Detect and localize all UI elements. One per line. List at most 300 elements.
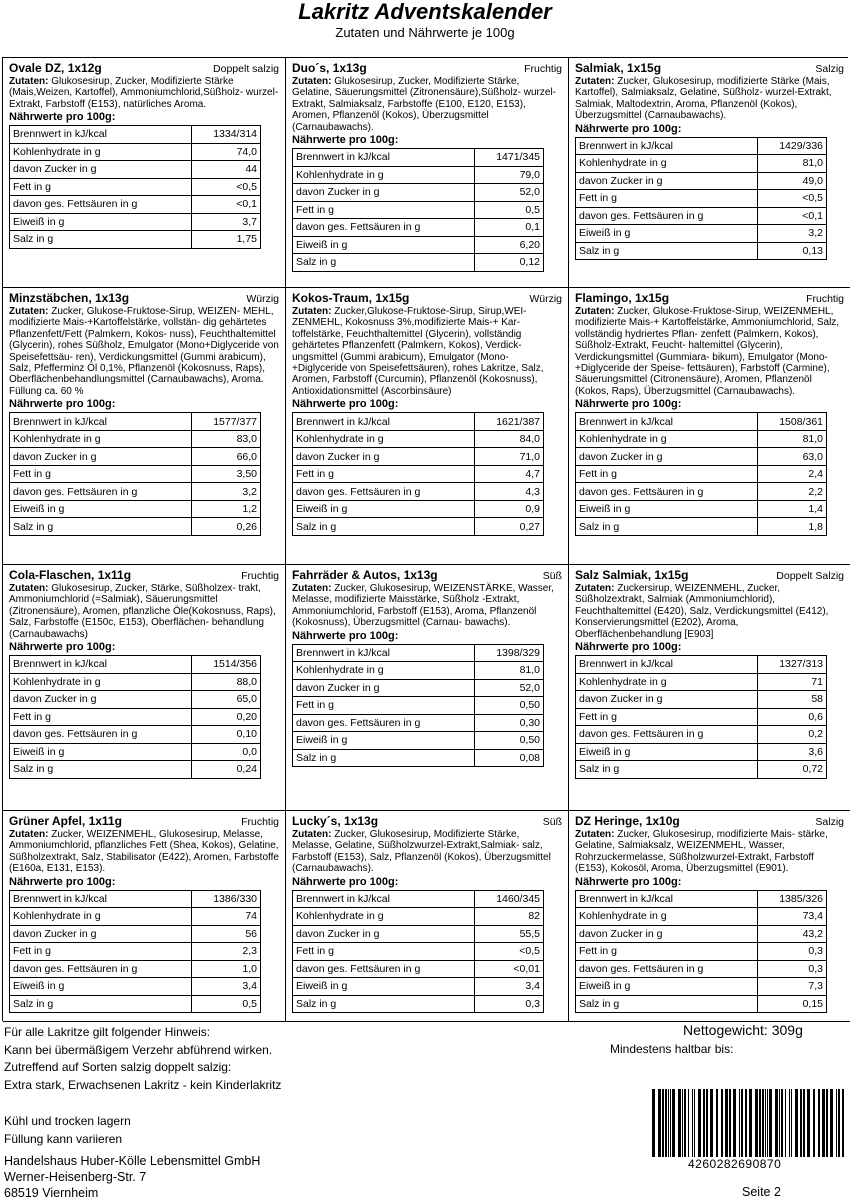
nutrition-row xyxy=(576,465,827,483)
nutrition-value: 1471/345 xyxy=(475,149,544,167)
nutrition-value: 3,7 xyxy=(192,213,261,231)
nutrition-label: Fett in g xyxy=(576,190,758,208)
nutrition-row xyxy=(10,448,261,466)
nutrition-label: Salz in g xyxy=(576,242,758,260)
nutrition-value: 0,3 xyxy=(475,995,544,1013)
nutrition-row xyxy=(293,978,544,996)
nutrition-row xyxy=(10,691,261,709)
nutrition-table xyxy=(575,890,827,1014)
product-cell xyxy=(3,565,286,811)
nutrition-row xyxy=(10,430,261,448)
company-street: Werner-Heisenberg-Str. 7 xyxy=(4,1170,147,1184)
note-line: Kann bei übermäßigem Verzehr abführend wirken. xyxy=(4,1042,273,1057)
nutrition-row xyxy=(576,943,827,961)
nutrition-row xyxy=(293,679,544,697)
note-line: Für alle Lakritze gilt folgender Hinweis: xyxy=(4,1025,211,1039)
page-subtitle: Zutaten und Nährwerte je 100g xyxy=(335,25,515,40)
nutrition-label: Fett in g xyxy=(293,201,475,219)
nutrition-row xyxy=(576,483,827,501)
nutrition-value: 4,7 xyxy=(475,465,544,483)
ingredients xyxy=(292,829,562,875)
nutrition-label: Fett in g xyxy=(293,943,475,961)
nutrition-label: davon Zucker in g xyxy=(576,925,758,943)
ean-number: 4260282690870 xyxy=(688,1157,782,1171)
nutrition-label: Fett in g xyxy=(10,465,192,483)
nutrition-row xyxy=(10,196,261,214)
nutrition-row xyxy=(576,726,827,744)
nutrition-table xyxy=(292,148,544,272)
ingredients-text: Zuckersirup, WEIZENMEHL, Zucker, Süßholzextrakt, Salmiak (Ammoniumchlorid), Feuchthaltemittel (E420), Salz, Verdickungsmittel (E412), Konservierungsmittel (E202), Aroma, Oberflächenbehandlung [E903] xyxy=(575,583,829,640)
footer-notes xyxy=(4,1024,281,1148)
nutrition-value: 0,3 xyxy=(758,960,827,978)
nutrition-row xyxy=(10,890,261,908)
nutrition-row xyxy=(576,673,827,691)
ingredients-label: Zutaten: xyxy=(292,306,332,317)
nutrition-value: 1,4 xyxy=(758,500,827,518)
nutrition-label: davon Zucker in g xyxy=(293,184,475,202)
nutrition-value: 81,0 xyxy=(758,155,827,173)
nutrition-table xyxy=(575,137,827,261)
ingredients-label: Zutaten: xyxy=(575,306,615,317)
nutrition-title: Nährwerte pro 100g: xyxy=(9,641,116,654)
nutrition-row xyxy=(293,644,544,662)
nutrition-row xyxy=(10,656,261,674)
nutrition-row xyxy=(293,219,544,237)
nutrition-value: 55,5 xyxy=(475,925,544,943)
product-name: Salmiak, 1x15g xyxy=(575,61,662,75)
nutrition-label: Brennwert in kJ/kcal xyxy=(10,126,192,144)
nutrition-label: davon ges. Fettsäuren in g xyxy=(293,960,475,978)
nutrition-title: Nährwerte pro 100g: xyxy=(9,111,116,124)
nutrition-value: 0,12 xyxy=(475,254,544,272)
product-grid xyxy=(2,57,848,1021)
nutrition-value: 1,75 xyxy=(192,231,261,249)
nutrition-table xyxy=(9,412,261,536)
nutrition-value: 1514/356 xyxy=(192,656,261,674)
nutrition-row xyxy=(576,518,827,536)
nutrition-label: Brennwert in kJ/kcal xyxy=(10,413,192,431)
nutrition-value: <0,1 xyxy=(192,196,261,214)
nutrition-label: Eiweiß in g xyxy=(10,743,192,761)
nutrition-value: 0,1 xyxy=(475,219,544,237)
nutrition-value: 74,0 xyxy=(192,143,261,161)
nutrition-label: davon ges. Fettsäuren in g xyxy=(10,483,192,501)
product-header xyxy=(575,568,844,582)
product-cell xyxy=(569,288,850,565)
nutrition-row xyxy=(293,500,544,518)
ingredients-label: Zutaten: xyxy=(292,829,332,840)
ingredients xyxy=(292,306,562,397)
nutrition-title: Nährwerte pro 100g: xyxy=(292,629,399,642)
nutrition-label: Fett in g xyxy=(10,178,192,196)
ingredients-text: Zucker, Glukosesirup, Modifizierte Stärke, Melasse, Gelatine, Süßholzwurzel-Extrakt,Salmiak- salz, Farbstoff (E153), Salz, Pflanzenöl (Kokos), Überzugsmittel (Carnaubawachs). xyxy=(292,829,551,875)
nutrition-row xyxy=(293,430,544,448)
nutrition-row xyxy=(10,673,261,691)
ingredients-label: Zutaten: xyxy=(9,583,49,594)
nutrition-value: 71 xyxy=(758,673,827,691)
nutrition-label: davon ges. Fettsäuren in g xyxy=(293,219,475,237)
nutrition-label: Salz in g xyxy=(10,761,192,779)
nutrition-value: 81,0 xyxy=(758,430,827,448)
nutrition-value: 1,2 xyxy=(192,500,261,518)
nutrition-value: 56 xyxy=(192,925,261,943)
nutrition-row xyxy=(10,943,261,961)
nutrition-row xyxy=(293,254,544,272)
ingredients-text: Zucker, Glukosesirup, modifizierte Mais- stärke, Gelatine, Salmiaksalz, WEIZENMEHL, Wasser, Rohrzuckermelasse, Süßholzwurzel-Extrakt, Farbstoff (E153), Kokosöl, Aroma, Überzugsmittel (E901). xyxy=(575,829,828,875)
nutrition-value: 2,2 xyxy=(758,483,827,501)
barcode-icon xyxy=(652,1089,848,1157)
nutrition-value: 3,50 xyxy=(192,465,261,483)
product-cell xyxy=(286,811,569,1022)
company-address xyxy=(4,1153,260,1201)
storage-line: Füllung kann variieren xyxy=(4,1131,123,1146)
nutrition-row xyxy=(576,500,827,518)
nutrition-row xyxy=(10,143,261,161)
nutrition-row xyxy=(576,708,827,726)
nutrition-value: <0,1 xyxy=(758,207,827,225)
product-name: Ovale DZ, 1x12g xyxy=(9,61,102,75)
nutrition-label: davon ges. Fettsäuren in g xyxy=(576,483,758,501)
nutrition-label: Brennwert in kJ/kcal xyxy=(293,413,475,431)
nutrition-value: 84,0 xyxy=(475,430,544,448)
nutrition-value: 3,4 xyxy=(192,978,261,996)
ingredients-label: Zutaten: xyxy=(575,829,615,840)
nutrition-value: 1,0 xyxy=(192,960,261,978)
nutrition-label: davon Zucker in g xyxy=(10,161,192,179)
nutrition-row xyxy=(576,978,827,996)
nutrition-value: 1,8 xyxy=(758,518,827,536)
nutrition-value: 0,26 xyxy=(192,518,261,536)
ingredients xyxy=(575,829,844,875)
nutrition-row xyxy=(10,126,261,144)
nutrition-value: 0,72 xyxy=(758,761,827,779)
nutrition-row xyxy=(10,465,261,483)
nutrition-label: Fett in g xyxy=(576,943,758,961)
nutrition-title: Nährwerte pro 100g: xyxy=(575,398,682,411)
nutrition-value: 1334/314 xyxy=(192,126,261,144)
nutrition-label: Kohlenhydrate in g xyxy=(293,908,475,926)
nutrition-row xyxy=(10,978,261,996)
product-taste: Doppelt Salzig xyxy=(776,570,844,582)
nutrition-value: 7,3 xyxy=(758,978,827,996)
ingredients-text: Zucker,Glukose-Fruktose-Sirup, Sirup,WEI- ZENMEHL, Kokosnuss 3%,modifizierte Mais-+ Kar- toffelstärke, Feuchthaltemittel (Glycerin), vollständig gehärtetes Pflanzenfett (Palmkern, Kokos), Verdick- ungsmittel (Gummi arabicum), Emulgator (Mono- +Diglyceride von Speisefettsäuren), rohes Lakritze, Salz, Aromen, Farbstoff (Curcumin), Pflanzenöl (Kokosnuss), Antioxidationsmittel (Ascorbinsäure) xyxy=(292,306,544,397)
nutrition-value: 1386/330 xyxy=(192,890,261,908)
nutrition-label: Brennwert in kJ/kcal xyxy=(576,656,758,674)
nutrition-value: 66,0 xyxy=(192,448,261,466)
product-header xyxy=(575,61,844,75)
nutrition-label: Salz in g xyxy=(293,518,475,536)
nutrition-row xyxy=(576,190,827,208)
nutrition-title: Nährwerte pro 100g: xyxy=(9,398,116,411)
nutrition-label: davon ges. Fettsäuren in g xyxy=(576,726,758,744)
product-taste: Süß xyxy=(542,816,562,828)
net-weight: Nettogewicht: 309g xyxy=(683,1022,803,1038)
nutrition-row xyxy=(293,749,544,767)
ingredients-label: Zutaten: xyxy=(9,829,49,840)
nutrition-value: 0,50 xyxy=(475,697,544,715)
ingredients-label: Zutaten: xyxy=(9,306,49,317)
nutrition-title: Nährwerte pro 100g: xyxy=(9,875,116,888)
nutrition-row xyxy=(576,413,827,431)
nutrition-label: Eiweiß in g xyxy=(10,978,192,996)
nutrition-row xyxy=(293,960,544,978)
nutrition-row xyxy=(293,201,544,219)
nutrition-row xyxy=(10,178,261,196)
nutrition-label: Salz in g xyxy=(293,995,475,1013)
nutrition-row xyxy=(293,995,544,1013)
nutrition-row xyxy=(576,430,827,448)
product-cell xyxy=(569,565,850,811)
nutrition-row xyxy=(293,149,544,167)
product-name: DZ Heringe, 1x10g xyxy=(575,814,680,828)
nutrition-label: davon ges. Fettsäuren in g xyxy=(10,960,192,978)
product-taste: Würzig xyxy=(246,293,279,305)
nutrition-row xyxy=(293,236,544,254)
nutrition-value: 2,4 xyxy=(758,465,827,483)
product-taste: Salzig xyxy=(815,63,844,75)
nutrition-value: 1398/329 xyxy=(475,644,544,662)
nutrition-row xyxy=(293,943,544,961)
nutrition-row xyxy=(10,483,261,501)
nutrition-value: 74 xyxy=(192,908,261,926)
ingredients-text: Zucker, WEIZENMEHL, Glukosesirup, Melasse, Ammoniumchlorid, pflanzliches Fett (Shea, Kokos), Gelatine, Süßholzextrakt, Salz, Stabilisator (E422), Aromen, Farbstoffe (E160a, E131, E153). xyxy=(9,829,279,875)
nutrition-value: 0,50 xyxy=(475,732,544,750)
nutrition-label: Eiweiß in g xyxy=(293,732,475,750)
nutrition-value: 1577/377 xyxy=(192,413,261,431)
nutrition-row xyxy=(10,908,261,926)
nutrition-value: 0,9 xyxy=(475,500,544,518)
nutrition-row xyxy=(10,960,261,978)
nutrition-label: Fett in g xyxy=(293,465,475,483)
nutrition-row xyxy=(10,743,261,761)
nutrition-value: 0,24 xyxy=(192,761,261,779)
nutrition-row xyxy=(10,413,261,431)
product-taste: Fruchtig xyxy=(241,570,279,582)
product-header xyxy=(292,568,562,582)
note-line: Zutreffend auf Sorten salzig doppelt salzig: xyxy=(4,1060,232,1074)
nutrition-label: Eiweiß in g xyxy=(576,743,758,761)
product-cell xyxy=(286,288,569,565)
nutrition-label: Brennwert in kJ/kcal xyxy=(10,890,192,908)
nutrition-label: Salz in g xyxy=(10,518,192,536)
nutrition-value: 0,5 xyxy=(475,201,544,219)
nutrition-label: davon Zucker in g xyxy=(576,448,758,466)
ingredients-text: Zucker, Glukosesirup, WEIZENSTÄRKE, Wasser, Melasse, modifizierte Maisstärke, Süßholz -Extrakt, Ammoniumchlorid, Farbstoff (E153), Aroma, Pflanzenöl (Kokosnuss), Überzugsmittel (Carnau- bawachs). xyxy=(292,583,554,629)
ingredients xyxy=(9,829,279,875)
product-taste: Süß xyxy=(542,570,562,582)
nutrition-label: Kohlenhydrate in g xyxy=(576,430,758,448)
company-city: 68519 Viernheim xyxy=(4,1186,99,1200)
nutrition-row xyxy=(576,137,827,155)
product-cell xyxy=(569,58,850,288)
product-header xyxy=(575,814,844,828)
product-cell xyxy=(286,565,569,811)
nutrition-label: davon ges. Fettsäuren in g xyxy=(576,960,758,978)
nutrition-label: Kohlenhydrate in g xyxy=(10,430,192,448)
product-name: Duo´s, 1x13g xyxy=(292,61,367,75)
product-header xyxy=(575,291,844,305)
nutrition-row xyxy=(293,448,544,466)
nutrition-label: Eiweiß in g xyxy=(576,225,758,243)
nutrition-label: Brennwert in kJ/kcal xyxy=(293,644,475,662)
nutrition-value: 0,20 xyxy=(192,708,261,726)
product-taste: Doppelt salzig xyxy=(213,63,279,75)
nutrition-row xyxy=(576,242,827,260)
nutrition-label: Kohlenhydrate in g xyxy=(293,430,475,448)
nutrition-table xyxy=(292,890,544,1014)
nutrition-table xyxy=(575,655,827,779)
nutrition-value: 1508/361 xyxy=(758,413,827,431)
nutrition-label: davon ges. Fettsäuren in g xyxy=(576,207,758,225)
nutrition-label: Brennwert in kJ/kcal xyxy=(293,149,475,167)
nutrition-label: Fett in g xyxy=(10,943,192,961)
nutrition-label: Brennwert in kJ/kcal xyxy=(576,890,758,908)
product-header xyxy=(292,814,562,828)
nutrition-row xyxy=(293,732,544,750)
nutrition-title: Nährwerte pro 100g: xyxy=(292,134,399,147)
nutrition-value: 0,15 xyxy=(758,995,827,1013)
nutrition-row xyxy=(576,761,827,779)
nutrition-label: Kohlenhydrate in g xyxy=(293,166,475,184)
nutrition-value: 82 xyxy=(475,908,544,926)
nutrition-value: 1327/313 xyxy=(758,656,827,674)
product-header xyxy=(292,291,562,305)
product-name: Fahrräder & Autos, 1x13g xyxy=(292,568,438,582)
notes-spacer xyxy=(4,1094,281,1113)
ingredients xyxy=(292,583,562,629)
ingredients xyxy=(575,76,844,122)
ingredients-text: Glukosesirup, Zucker, Stärke, Süßholzex- trakt, Ammoniumchlorid (=Salmiak), Säuerungsmittel (Zitronensäure), Aromen, pflanzliche Öle(Kokosnuss, Raps), Salz, Farbstoffe (E150c, E153), Oberflächen- behandlung (Carnaubawachs) xyxy=(9,583,276,640)
nutrition-value: 52,0 xyxy=(475,184,544,202)
nutrition-label: Brennwert in kJ/kcal xyxy=(293,890,475,908)
nutrition-value: 0,5 xyxy=(192,995,261,1013)
nutrition-table xyxy=(9,125,261,249)
nutrition-label: Salz in g xyxy=(10,995,192,1013)
nutrition-value: 2,3 xyxy=(192,943,261,961)
nutrition-value: 58 xyxy=(758,691,827,709)
nutrition-row xyxy=(293,714,544,732)
nutrition-title: Nährwerte pro 100g: xyxy=(575,875,682,888)
page-number: Seite 2 xyxy=(742,1185,781,1199)
nutrition-label: Brennwert in kJ/kcal xyxy=(576,137,758,155)
nutrition-row xyxy=(293,184,544,202)
nutrition-row xyxy=(10,213,261,231)
nutrition-title: Nährwerte pro 100g: xyxy=(575,641,682,654)
product-cell xyxy=(3,811,286,1022)
product-name: Kokos-Traum, 1x15g xyxy=(292,291,410,305)
nutrition-value: 1621/387 xyxy=(475,413,544,431)
nutrition-value: 3,4 xyxy=(475,978,544,996)
nutrition-label: Fett in g xyxy=(576,708,758,726)
nutrition-value: 1385/326 xyxy=(758,890,827,908)
nutrition-row xyxy=(576,743,827,761)
nutrition-label: Kohlenhydrate in g xyxy=(10,908,192,926)
nutrition-row xyxy=(293,413,544,431)
product-header xyxy=(9,568,279,582)
nutrition-label: Kohlenhydrate in g xyxy=(10,143,192,161)
nutrition-label: Kohlenhydrate in g xyxy=(10,673,192,691)
nutrition-label: davon Zucker in g xyxy=(293,925,475,943)
product-header xyxy=(9,814,279,828)
nutrition-value: 0,27 xyxy=(475,518,544,536)
product-header xyxy=(292,61,562,75)
nutrition-row xyxy=(293,465,544,483)
nutrition-label: Eiweiß in g xyxy=(576,500,758,518)
ingredients xyxy=(9,306,279,397)
page-header xyxy=(0,0,850,41)
nutrition-value: 73,4 xyxy=(758,908,827,926)
nutrition-label: davon Zucker in g xyxy=(10,448,192,466)
nutrition-label: Kohlenhydrate in g xyxy=(576,908,758,926)
nutrition-label: davon ges. Fettsäuren in g xyxy=(293,714,475,732)
nutrition-row xyxy=(576,448,827,466)
nutrition-row xyxy=(293,166,544,184)
nutrition-value: 79,0 xyxy=(475,166,544,184)
nutrition-row xyxy=(10,995,261,1013)
nutrition-table xyxy=(9,655,261,779)
nutrition-table xyxy=(575,412,827,536)
nutrition-label: davon ges. Fettsäuren in g xyxy=(10,196,192,214)
nutrition-label: Eiweiß in g xyxy=(10,213,192,231)
nutrition-label: Salz in g xyxy=(10,231,192,249)
ingredients xyxy=(575,306,844,397)
nutrition-value: 3,2 xyxy=(758,225,827,243)
nutrition-row xyxy=(10,925,261,943)
nutrition-label: Brennwert in kJ/kcal xyxy=(10,656,192,674)
nutrition-title: Nährwerte pro 100g: xyxy=(292,398,399,411)
product-taste: Fruchtig xyxy=(524,63,562,75)
product-name: Minzstäbchen, 1x13g xyxy=(9,291,130,305)
nutrition-label: Eiweiß in g xyxy=(293,978,475,996)
nutrition-label: Eiweiß in g xyxy=(10,500,192,518)
nutrition-value: 81,0 xyxy=(475,662,544,680)
nutrition-row xyxy=(576,172,827,190)
nutrition-value: 1429/336 xyxy=(758,137,827,155)
best-before: Mindestens haltbar bis: xyxy=(610,1042,734,1056)
ingredients-text: Glukosesirup, Zucker, Modifizierte Stärke, Gelatine, Säuerungsmittel (Zitronensäure),Süßholz- wurzel-Extrakt, Salmiaksalz, Farbstoffe (E100, E120, E153), Aromen, Pflanzenöl (Kokos), Überzugsmittel (Carnaubawachs). xyxy=(292,76,556,133)
nutrition-title: Nährwerte pro 100g: xyxy=(575,122,682,135)
nutrition-value: 6,20 xyxy=(475,236,544,254)
nutrition-label: davon ges. Fettsäuren in g xyxy=(10,726,192,744)
nutrition-label: Kohlenhydrate in g xyxy=(576,155,758,173)
product-cell xyxy=(3,58,286,288)
nutrition-row xyxy=(10,708,261,726)
nutrition-label: davon ges. Fettsäuren in g xyxy=(293,483,475,501)
nutrition-label: Fett in g xyxy=(576,465,758,483)
nutrition-value: 49,0 xyxy=(758,172,827,190)
nutrition-row xyxy=(576,656,827,674)
product-name: Flamingo, 1x15g xyxy=(575,291,670,305)
ingredients-label: Zutaten: xyxy=(292,583,332,594)
nutrition-row xyxy=(10,518,261,536)
nutrition-value: 1460/345 xyxy=(475,890,544,908)
page-title: Lakritz Adventskalender xyxy=(298,0,552,24)
nutrition-value: 0,0 xyxy=(192,743,261,761)
product-name: Cola-Flaschen, 1x11g xyxy=(9,568,132,582)
nutrition-value: <0,5 xyxy=(758,190,827,208)
nutrition-value: 0,08 xyxy=(475,749,544,767)
ingredients-label: Zutaten: xyxy=(292,76,332,87)
nutrition-label: davon Zucker in g xyxy=(10,925,192,943)
product-header xyxy=(9,61,279,75)
nutrition-label: davon Zucker in g xyxy=(576,172,758,190)
nutrition-row xyxy=(293,890,544,908)
storage-line: Kühl und trocken lagern xyxy=(4,1114,131,1128)
ingredients-text: Glukosesirup, Zucker, Modifizierte Stärke (Mais,Weizen, Kartoffel), Ammoniumchlorid,Süßholz- wurzel-Extrakt, Farbstoff (E153), natürliches Aroma. xyxy=(9,76,279,110)
nutrition-value: 63,0 xyxy=(758,448,827,466)
nutrition-row xyxy=(576,890,827,908)
nutrition-value: 83,0 xyxy=(192,430,261,448)
